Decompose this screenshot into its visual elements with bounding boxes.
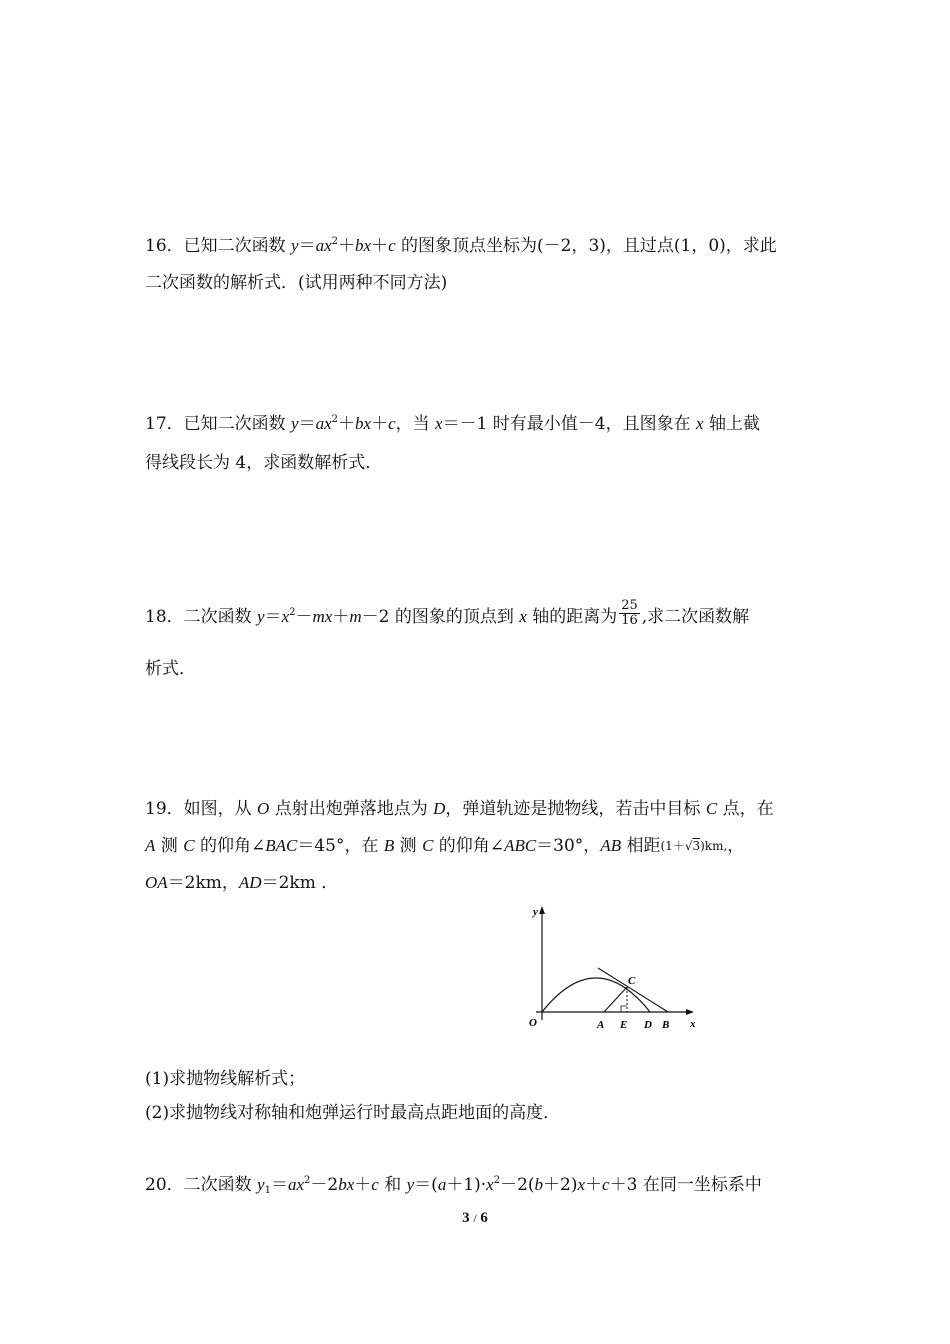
q16-number: 16 [145,236,167,256]
q19-line-2: A 测 C 的仰角∠BAC＝45°，在 B 测 C 的仰角∠ABC＝30°，AB 相距(1＋√3)km,， [145,836,745,856]
page-total: 6 [480,1210,488,1226]
point-b-label: B [662,1019,670,1031]
point-o-label: O [529,1017,537,1029]
q17-line-1: 17．已知二次函数 $y=ax^2+bx+c$，当 x＝－1 时有最小值－4，且图象在 x 轴上截 [145,414,760,434]
q17-number: 17 [145,414,167,434]
distance-expression: (1＋√3)km, [660,839,728,853]
q18-number: 18 [145,607,167,627]
line-ac [604,987,627,1012]
right-angle-mark [621,1006,627,1012]
trajectory-figure [520,904,700,1034]
x-axis-label: x [690,1018,696,1030]
point-a-label: A [597,1019,605,1031]
q19-number: 19 [145,799,167,819]
x-axis-arrow-icon [686,1009,694,1015]
page-current: 3 [462,1210,470,1226]
q19-subquestion-2: (2)求抛物线对称轴和炮弹运行时最高点距地面的高度． [145,1103,561,1123]
q17-line-2: 得线段长为 4，求函数解析式． [145,453,383,473]
q18-line-1: 18．二次函数 $y=x^2-mx+m-2$ 的图象的顶点到 x 轴的距离为 $\frac{25}{16}$ ,求二次函数解 [145,598,750,628]
page-separator: / [473,1211,477,1225]
q18-line-2: 析式． [145,659,196,679]
q19-subquestion-1: (1)求抛物线解析式； [145,1069,306,1089]
q16-line-1: 16．已知二次函数 $y=ax^2+bx+c$ 的图象顶点坐标为(－2，3)，且过点(1，0)，求此 [145,236,777,256]
point-e-label: E [620,1019,628,1031]
y-axis-arrow-icon [539,906,545,914]
q20-number: 20 [145,1175,167,1195]
point-c-label: C [628,975,636,987]
point-d-label: D [644,1019,652,1031]
fraction-25-16: $\frac{25}{16}$ [621,598,638,628]
q19-line-1: 19．如图，从 O 点射出炮弹落地点为 D，弹道轨迹是抛物线，若击中目标 C 点，在 [145,799,774,819]
q19-line-3: OA＝2km，AD＝2km ． [145,873,339,893]
q20-line-1: 20．二次函数 $y_1=ax^2-2bx+c$ 和 $y=(a+1)\cdot x^2-2(b+2)x+c+3$ 在同一坐标系中 [145,1175,762,1196]
page-number [0,1210,950,1227]
q16-line-2: 二次函数的解析式．(试用两种不同方法) [145,273,448,293]
y-axis-label: y [533,906,538,918]
